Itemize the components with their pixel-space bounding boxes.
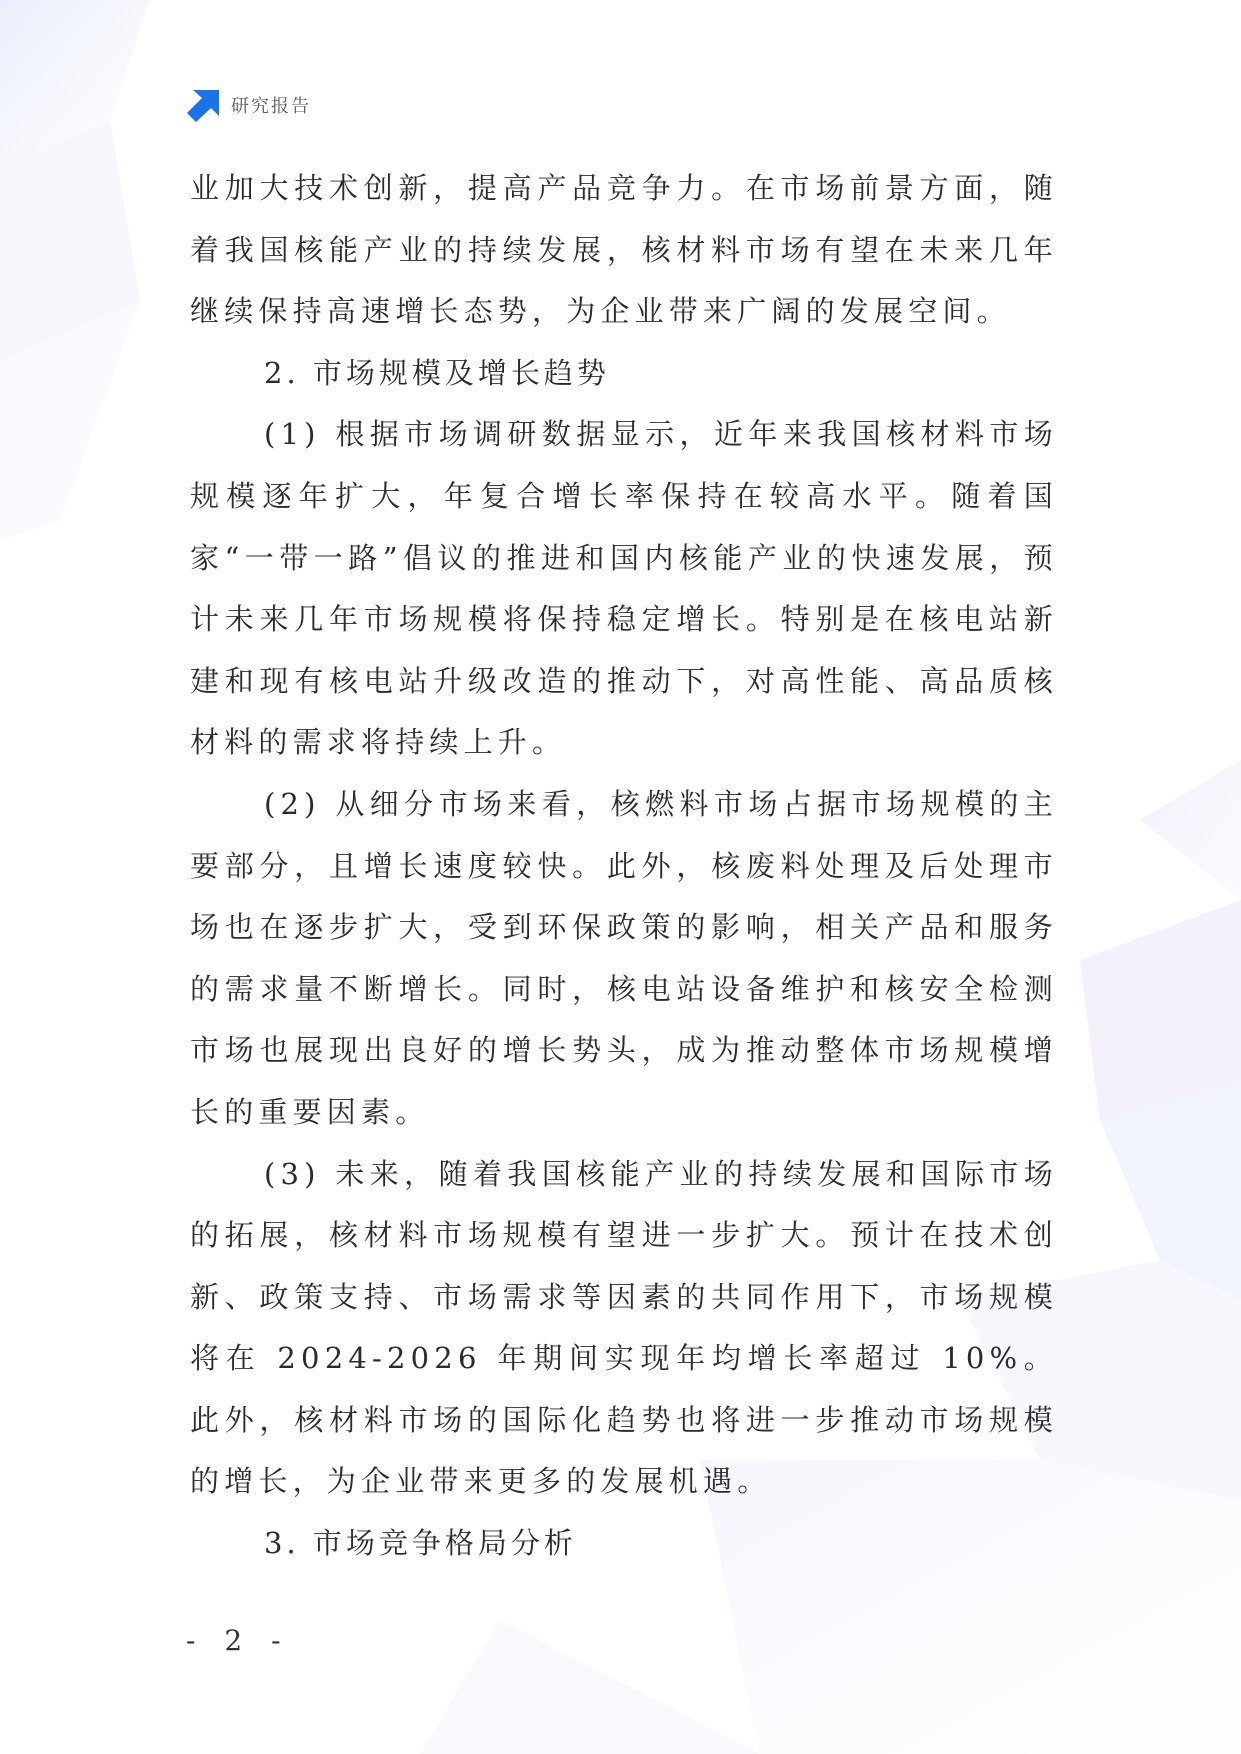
document-body <box>190 158 1058 1575</box>
header-label: 研究报告 <box>231 96 311 117</box>
report-header <box>187 88 311 122</box>
paragraph-3: (3) 未来，随着我国核能产业的持续发展和国际市场的拓展，核材料市场规模有望进一步扩大。预计在技术创新、政策支持、市场需求等因素的共同作用下，市场规模将在 2024-2026 年期间实现年均增长率超过 10%。此外，核材料市场的国际化趋势也将进一步推动市场规模的增长，为企业带来更多的发展机遇。 <box>190 1156 1058 1499</box>
page-number: - 2 - <box>186 1624 291 1657</box>
paragraph-1: (1) 根据市场调研数据显示，近年来我国核材料市场规模逐年扩大，年复合增长率保持在较高水平。随着国家“一带一路”倡议的推进和国内核能产业的快速发展，预计未来几年市场规模将保持稳定增长。特别是在核电站新建和现有核电站升级改造的推动下，对高性能、高品质核材料的需求将持续上升。 <box>190 417 1058 760</box>
arrow-up-right-icon <box>187 88 221 122</box>
section-heading-competition: 3. 市场竞争格局分析 <box>264 1526 577 1561</box>
paragraph-continued: 业加大技术创新，提高产品竞争力。在市场前景方面，随着我国核能产业的持续发展，核材料市场有望在未来几年继续保持高速增长态势，为企业带来广阔的发展空间。 <box>190 171 1058 329</box>
paragraph-2: (2) 从细分市场来看，核燃料市场占据市场规模的主要部分，且增长速度较快。此外，核废料处理及后处理市场也在逐步扩大，受到环保政策的影响，相关产品和服务的需求量不断增长。同时，核电站设备维护和核安全检测市场也展现出良好的增长势头，成为推动整体市场规模增长的重要因素。 <box>190 786 1058 1129</box>
section-heading-market-size: 2. 市场规模及增长趋势 <box>264 355 610 390</box>
